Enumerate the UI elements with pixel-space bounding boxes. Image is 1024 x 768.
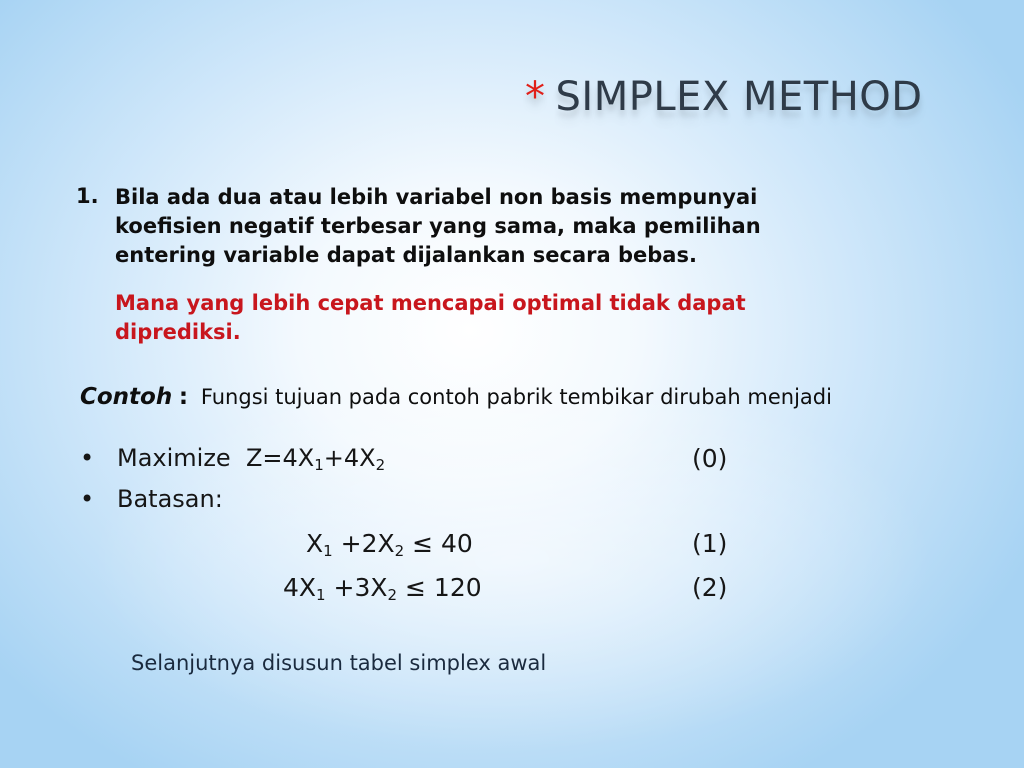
constraints-item bbox=[80, 485, 223, 513]
objective-item bbox=[80, 444, 385, 474]
rule-paragraph bbox=[115, 183, 915, 270]
constraint-1 bbox=[306, 529, 473, 560]
rule-note bbox=[115, 289, 915, 347]
constraint-rhs: ≤ 120 bbox=[397, 573, 482, 602]
constraint-term: 4X bbox=[283, 573, 317, 602]
rule-note-line: Mana yang lebih cepat mencapai optimal tidak dapat bbox=[115, 291, 746, 315]
rule-line: koefisien negatif terbesar yang sama, maka pemilihan bbox=[115, 214, 761, 238]
constraint-sub: 2 bbox=[394, 542, 405, 560]
constraint-2-number: (2) bbox=[692, 573, 728, 602]
example-label: Contoh bbox=[80, 384, 173, 410]
example-text: Fungsi tujuan pada contoh pabrik tembikar dirubah menjadi bbox=[200, 385, 832, 409]
constraint-sub: 1 bbox=[316, 586, 326, 604]
constraint-rhs: ≤ 40 bbox=[404, 529, 473, 558]
example-intro bbox=[80, 384, 832, 410]
constraint-term: +2X bbox=[332, 529, 395, 558]
constraints-label: Batasan: bbox=[117, 485, 223, 513]
bullet-icon: • bbox=[80, 444, 95, 472]
constraint-2 bbox=[283, 573, 482, 604]
title-text: SIMPLEX METHOD bbox=[555, 74, 923, 120]
constraint-1-number: (1) bbox=[692, 529, 728, 558]
constraint-sub: 1 bbox=[323, 542, 333, 560]
constraint-term: X bbox=[306, 529, 324, 558]
objective-label: Maximize bbox=[117, 444, 231, 472]
constraint-term: +3X bbox=[325, 573, 388, 602]
bullet-icon: • bbox=[80, 485, 95, 513]
objective-equation-number: (0) bbox=[692, 444, 728, 473]
constraint-sub: 2 bbox=[387, 586, 398, 604]
footer-text: Selanjutnya disusun tabel simplex awal bbox=[131, 651, 547, 675]
objective-sub2: 2 bbox=[375, 456, 386, 474]
rule-line: entering variable dapat dijalankan secara bebas. bbox=[115, 243, 697, 267]
objective-prefix: Z=4X bbox=[245, 444, 315, 472]
title-star: * bbox=[525, 74, 546, 120]
rule-note-line: diprediksi. bbox=[115, 320, 241, 344]
objective-mid: +4X bbox=[323, 444, 376, 472]
objective-sub1: 1 bbox=[314, 456, 324, 474]
example-colon: : bbox=[178, 384, 189, 410]
rule-line: Bila ada dua atau lebih variabel non basis mempunyai bbox=[115, 185, 758, 209]
rule-number: 1. bbox=[76, 184, 99, 208]
slide-title bbox=[525, 74, 923, 120]
